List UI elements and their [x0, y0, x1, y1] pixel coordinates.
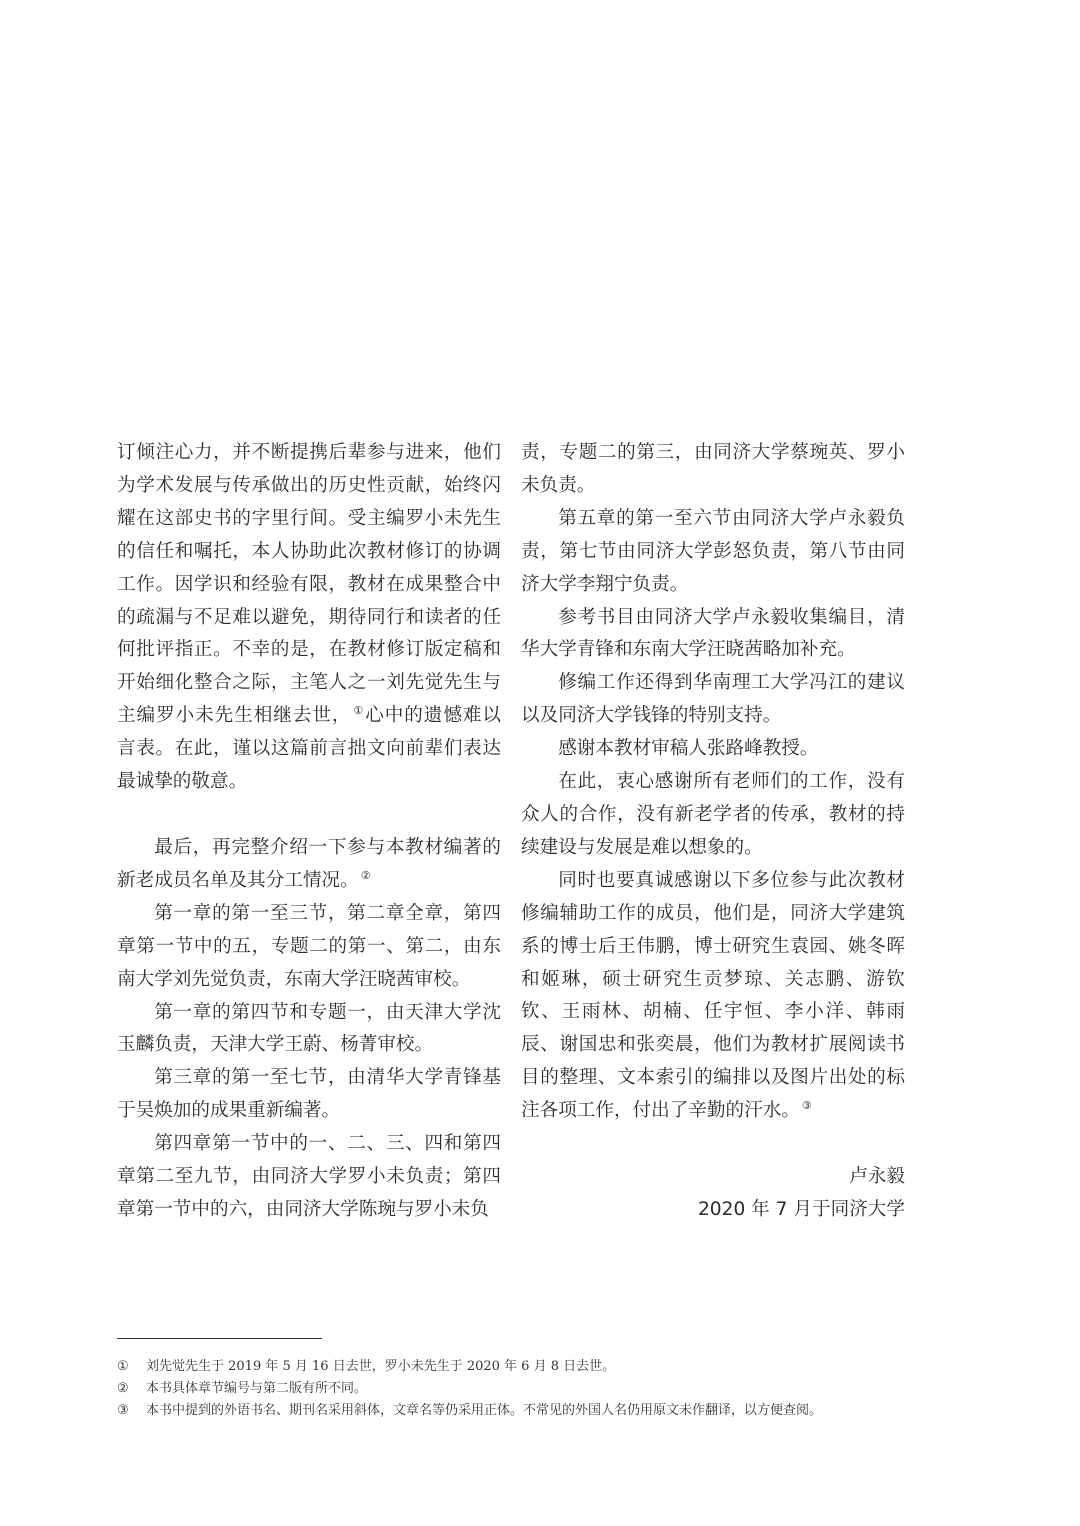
paragraph-assistants: 同时也要真诚感谢以下多位参与此次教材修编辅助工作的成员，他们是，同济大学建筑系的博士后王伟鹏，博士研究生袁园、姚冬晖和姬琳，硕士研究生贡梦琼、关志鹏、游钦钦、王雨林、胡楠、任宇恒、李小洋、韩雨辰、谢国忠和张奕晨，他们为教材扩展阅读书目的整理、文本索引的编排以及图片出处的标注各项工作，付出了辛勤的汗水。 ③	[521, 869, 905, 1122]
paragraph-chapter-3: 第三章的第一至七节，由清华大学青锋基于吴焕加的成果重新编著。	[117, 1067, 501, 1122]
footnote-text: 本书具体章节编号与第二版有所不同。	[146, 1381, 368, 1396]
footnote-ref-3[interactable]: ③	[801, 1098, 812, 1112]
signature-name: 卢永毅	[849, 1166, 905, 1188]
footnote-text: 刘先觉先生于 2019 年 5 月 16 日去世，罗小未先生于 2020 年 6 月 8 日去世。	[146, 1359, 616, 1374]
paragraph-chapter-5: 第五章的第一至六节由同济大学卢永毅负责，第七节由同济大学彭怒负责，第八节由同济大学李翔宁负责。	[521, 507, 905, 595]
paragraph-continued: 订倾注心力，并不断提携后辈参与进来，他们为学术发展与传承做出的历史性贡献，始终闪耀在这部史书的字里行间。受主编罗小未先生的信任和嘱托，本人协助此次教材修订的协调工作。因学识和经验有限，教材在成果整合中的疏漏与不足难以避免，期待同行和读者的任何批评指正。不幸的是，在教材修订版定稿和开始细化整合之际，主笔人之一刘先觉先生与主编罗小未先生相继去世， ①心中的遗憾难以言表。在此，谨以这篇前言拙文向前辈们表达最诚挚的敬意。	[117, 442, 501, 793]
footnotes	[117, 1356, 937, 1422]
footnote-mark: ①	[117, 1359, 129, 1374]
paragraph-chapter-1-4: 第一章的第四节和专题一，由天津大学沈玉麟负责，天津大学王蔚、杨菁审校。	[117, 1001, 501, 1056]
paragraph-members-intro: 最后，再完整介绍一下参与本教材编著的新老成员名单及其分工情况。 ②	[117, 836, 501, 891]
footnote-2	[117, 1378, 937, 1400]
paragraph-support: 修编工作还得到华南理工大学冯江的建议以及同济大学钱锋的特别支持。	[521, 672, 905, 727]
paragraph-reviewer: 感谢本教材审稿人张路峰教授。	[558, 738, 819, 760]
footnote-mark: ②	[117, 1381, 129, 1396]
signature-date: 2020 年 7 月于同济大学	[697, 1198, 905, 1220]
paragraph-gap	[117, 799, 501, 832]
footnote-text: 本书中提到的外语书名、期刊名采用斜体，文章名等仍采用正体。不常见的外国人名仍用原文未作翻译，以方便查阅。	[146, 1403, 823, 1418]
footnote-3	[117, 1400, 937, 1422]
paragraph-bibliography: 参考书目由同济大学卢永毅收集编目，清华大学青锋和东南大学汪晓茜略加补充。	[521, 606, 905, 661]
paragraph-continued-right: 责，专题二的第三，由同济大学蔡琬英、罗小未负责。	[521, 442, 905, 496]
right-column	[521, 437, 905, 1227]
footnote-divider	[117, 1338, 322, 1339]
footnote-1	[117, 1356, 937, 1378]
footnote-mark: ③	[117, 1403, 129, 1418]
paragraph-chapter-4: 第四章第一节中的一、二、三、四和第四章第二至九节，由同济大学罗小未负责；第四章第一节中的六，由同济大学陈琬与罗小未负	[117, 1133, 501, 1220]
left-column	[117, 437, 501, 1227]
footnote-ref-1[interactable]: ①	[353, 704, 365, 718]
paragraph-chapter-1-3: 第一章的第一至三节，第二章全章，第四章第一节中的五，专题二的第一、第二，由东南大学刘先觉负责，东南大学汪晓茜审校。	[117, 902, 501, 990]
signature-gap	[521, 1128, 905, 1161]
footnote-ref-2[interactable]: ②	[360, 868, 371, 882]
paragraph-thanks: 在此，衷心感谢所有老师们的工作，没有众人的合作，没有新老学者的传承，教材的持续建设与发展是难以想象的。	[521, 771, 905, 858]
